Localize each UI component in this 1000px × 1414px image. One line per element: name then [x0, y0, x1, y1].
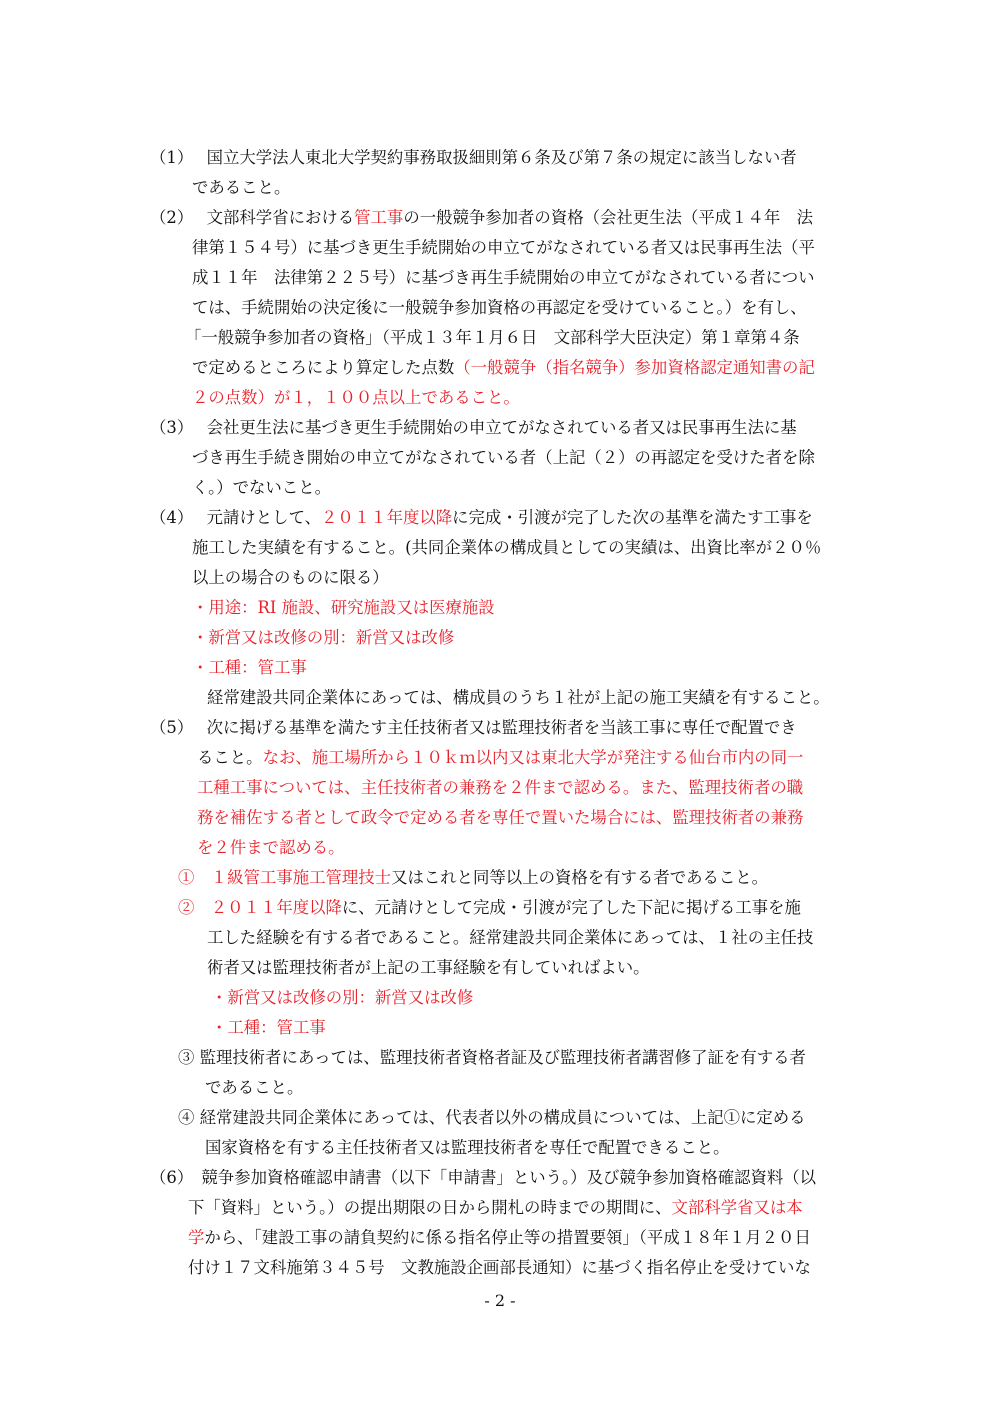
item-3-line-2: づき再生手続き開始の申立てがなされている者（上記（２）の再認定を受けた者を除 — [192, 448, 815, 467]
item-3-line-1: （3） 会社更生法に基づき更生手続開始の申立てがなされている者又は民事再生法に基 — [150, 418, 797, 437]
item-5-sub-4-line-1: ④ 経常建設共同企業体にあっては、代表者以外の構成員については、上記①に定める — [178, 1108, 806, 1127]
item-5-line-4: 務を補佐する者として政令で定める者を専任で置いた場合には、監理技術者の兼務 — [197, 808, 804, 827]
item-6-line-1: （6） 競争参加資格確認申請書（以下「申請書」という。）及び競争参加資格確認資料（以 — [150, 1168, 817, 1187]
item-2-line-4: ては、手続開始の決定後に一般競争参加資格の再認定を受けていること。）を有し、 — [192, 298, 807, 317]
page-number: - 2 - — [484, 1291, 516, 1310]
item-5-sub-1: ① １級管工事施工管理技士又はこれと同等以上の資格を有する者であること。 — [178, 868, 769, 887]
item-5-sub-2-line-3: 術者又は監理技術者が上記の工事経験を有していればよい。 — [207, 958, 650, 977]
item-6-line-3: 学から、「建設工事の請負契約に係る指名停止等の措置要領」（平成１８年１月２０日 — [188, 1228, 811, 1247]
item-2-line-5: 「一般競争参加者の資格」（平成１３年１月６日 文部科学大臣決定）第１章第４条 — [185, 328, 800, 347]
item-5-sub-3-line-1: ③ 監理技術者にあっては、監理技術者資格者証及び監理技術者講習修了証を有する者 — [178, 1048, 806, 1067]
item-5-sub-2-bullet-type: ・新営又は改修の別：新営又は改修 — [211, 988, 474, 1007]
item-4-line-2: 施工した実績を有すること。(共同企業体の構成員としての実績は、出資比率が２０％ — [192, 538, 822, 557]
item-5-line-1: （5） 次に掲げる基準を満たす主任技術者又は監理技術者を当該工事に専任で配置でき — [150, 718, 797, 737]
item-2-line-7: ２の点数）が１，１００点以上であること。 — [192, 388, 520, 407]
item-5-line-2: ること。なお、施工場所から１０ｋｍ以内又は東北大学が発注する仙台市内の同一 — [197, 748, 804, 767]
item-6-line-2: 下「資料」という。）の提出期限の日から開札の時までの期間に、文部科学省又は本 — [188, 1198, 803, 1217]
item-4-jv-note: 経常建設共同企業体にあっては、構成員のうち１社が上記の施工実績を有すること。 — [207, 688, 830, 707]
item-2-line-2: 律第１５４号）に基づき更生手続開始の申立てがなされている者又は民事再生法（平 — [192, 238, 815, 257]
item-3-line-3: く。）でないこと。 — [192, 478, 331, 497]
item-4-line-1: （4） 元請けとして、２０１１年度以降に完成・引渡が完了した次の基準を満たす工事を — [150, 508, 813, 527]
item-5-sub-2-line-1: ② ２０１１年度以降に、元請けとして完成・引渡が完了した下記に掲げる工事を施 — [178, 898, 801, 917]
item-5-line-5: を２件まで認める。 — [197, 838, 345, 857]
item-2-line-1: （2） 文部科学省における管工事の一般競争参加者の資格（会社更生法（平成１４年 法 — [150, 208, 814, 227]
item-4-bullet-trade: ・工種：管工事 — [192, 658, 307, 677]
item-4-line-3: 以上の場合のものに限る） — [192, 568, 389, 587]
item-2-line-3: 成１１年 法律第２２５号）に基づき再生手続開始の申立てがなされている者につい — [192, 268, 815, 287]
item-5-sub-2-line-2: 工した経験を有する者であること。経常建設共同企業体にあっては、１社の主任技 — [207, 928, 814, 947]
item-1-line-2: であること。 — [192, 178, 291, 197]
item-2-line-6: で定めるところにより算定した点数（一般競争（指名競争）参加資格認定通知書の記 — [192, 358, 815, 377]
item-5-sub-4-line-2: 国家資格を有する主任技術者又は監理技術者を専任で配置できること。 — [205, 1138, 730, 1157]
item-5-line-3: 工種工事については、主任技術者の兼務を２件まで認める。また、監理技術者の職 — [197, 778, 804, 797]
item-6-line-4: 付け１７文科施第３４５号 文教施設企画部長通知）に基づく指名停止を受けていな — [188, 1258, 811, 1277]
item-4-bullet-use: ・用途：RI 施設、研究施設又は医療施設 — [192, 598, 495, 617]
item-5-sub-3-line-2: であること。 — [205, 1078, 304, 1097]
item-1-line-1: （1） 国立大学法人東北大学契約事務取扱細則第６条及び第７条の規定に該当しない者 — [150, 148, 797, 167]
item-5-sub-2-bullet-trade: ・工種：管工事 — [211, 1018, 326, 1037]
item-4-bullet-type: ・新営又は改修の別：新営又は改修 — [192, 628, 455, 647]
